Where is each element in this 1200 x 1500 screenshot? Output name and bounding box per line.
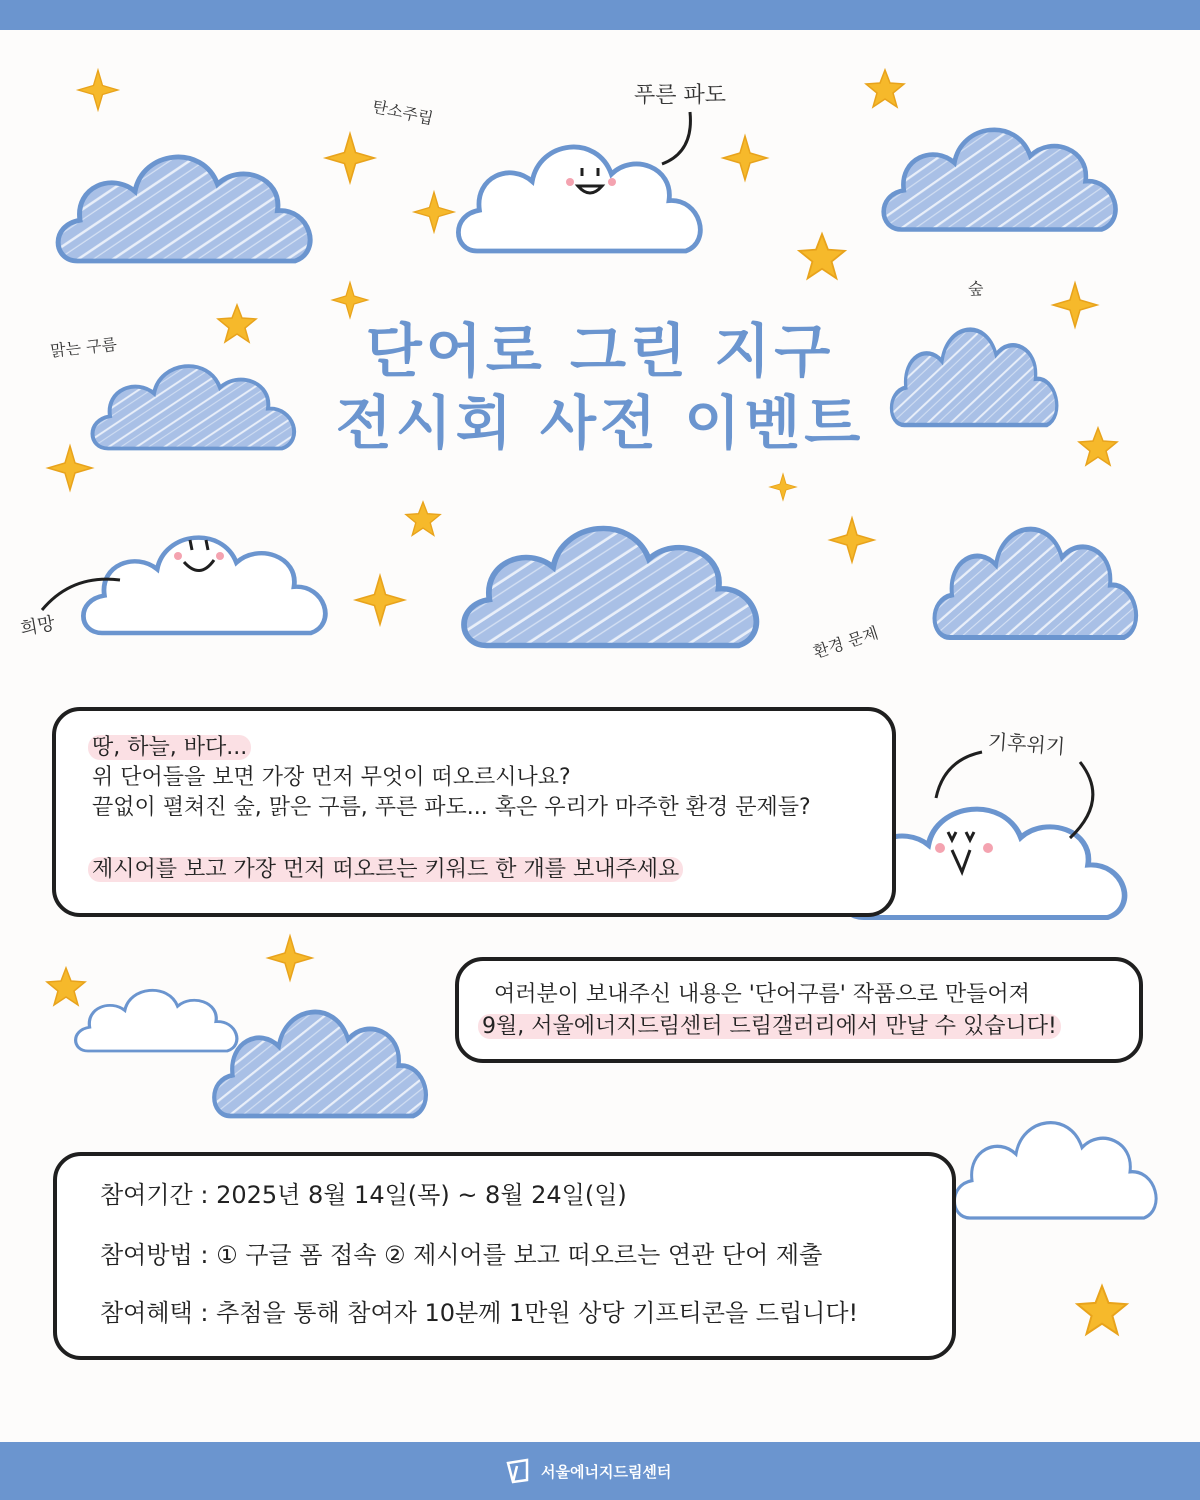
intro-line-2: 위 단어들을 보면 가장 먼저 무엇이 떠오르시나요? [92,765,571,790]
word-hope: 희망 [18,613,57,640]
star-icon [866,70,904,107]
intro-line-3: 끝없이 펼쳐진 숲, 맑은 구름, 푸른 파도... 혹은 우리가 마주한 환경 문제들? [92,795,811,820]
star-icon [78,70,118,110]
cloud-top-right [884,130,1116,230]
word-env-problem: 환경 문제 [811,623,881,662]
word-climate-crisis: 기후위기 [987,729,1066,759]
cloud-top-left [58,157,310,261]
detail-benefit: 참여혜택 : 추첨을 통해 참여자 10분께 1만원 상당 기프티콘을 드립니다! [100,1299,859,1327]
pointer-line-wave [662,112,690,164]
footer-logo [505,1454,671,1488]
page-title-line-2: 전시회 사전 이벤트 [335,389,865,457]
star-icon [356,576,404,624]
footer-org-name: 서울에너지드림센터 [541,1462,672,1481]
star-icon [326,134,374,182]
intro-line-1-highlight: 땅, 하늘, 바다... [88,735,251,760]
word-forest: 숲 [968,279,984,298]
star-icon [799,234,845,278]
page-title-line-1: 단어로 그린 지구 [365,317,835,385]
word-wave: 푸른 파도 [634,83,727,108]
cloud-bottom-right [935,529,1137,637]
word-carbon: 탄소주립 [370,96,435,129]
cloud-outline-small-left [76,990,237,1051]
exhibit-box [455,957,1143,1063]
star-icon [770,474,796,500]
exhibit-line-1: 여러분이 보내주신 내용은 '단어구름' 작품으로 만들어져 [494,982,1030,1007]
pointer-line-climate-right [1070,762,1093,838]
pointer-line-climate-left [936,752,982,798]
cloud-lower-left-hatched [214,1012,426,1116]
org-logo-icon [505,1458,531,1484]
star-icon [406,502,440,535]
intro-line-4-highlight: 제시어를 보고 가장 먼저 떠오르는 키워드 한 개를 보내주세요 [88,857,683,882]
intro-line-1 [88,733,251,763]
intro-line-4 [88,855,683,885]
star-icon [830,518,874,562]
cloud-outline-right [955,1123,1157,1218]
star-icon [723,136,767,180]
detail-method: 참여방법 : ① 구글 폼 접속 ② 제시어를 보고 떠오르는 연관 단어 제출 [100,1241,823,1269]
star-icon [268,936,312,980]
word-clear-cloud: 맑는 구름 [49,334,118,361]
star-icon [414,192,454,232]
exhibit-line-2-highlight: 9월, 서울에너지드림센터 드림갤러리에서 만날 수 있습니다! [478,1014,1061,1039]
cloud-bottom-center [464,528,756,645]
star-icon [47,968,85,1005]
star-icon [1077,1286,1126,1334]
cloud-smiling-left [83,538,325,633]
exhibit-line-2 [478,1012,1061,1042]
detail-period: 참여기간 : 2025년 8월 14일(목) ~ 8월 24일(일) [100,1181,627,1209]
star-icon [332,282,367,317]
